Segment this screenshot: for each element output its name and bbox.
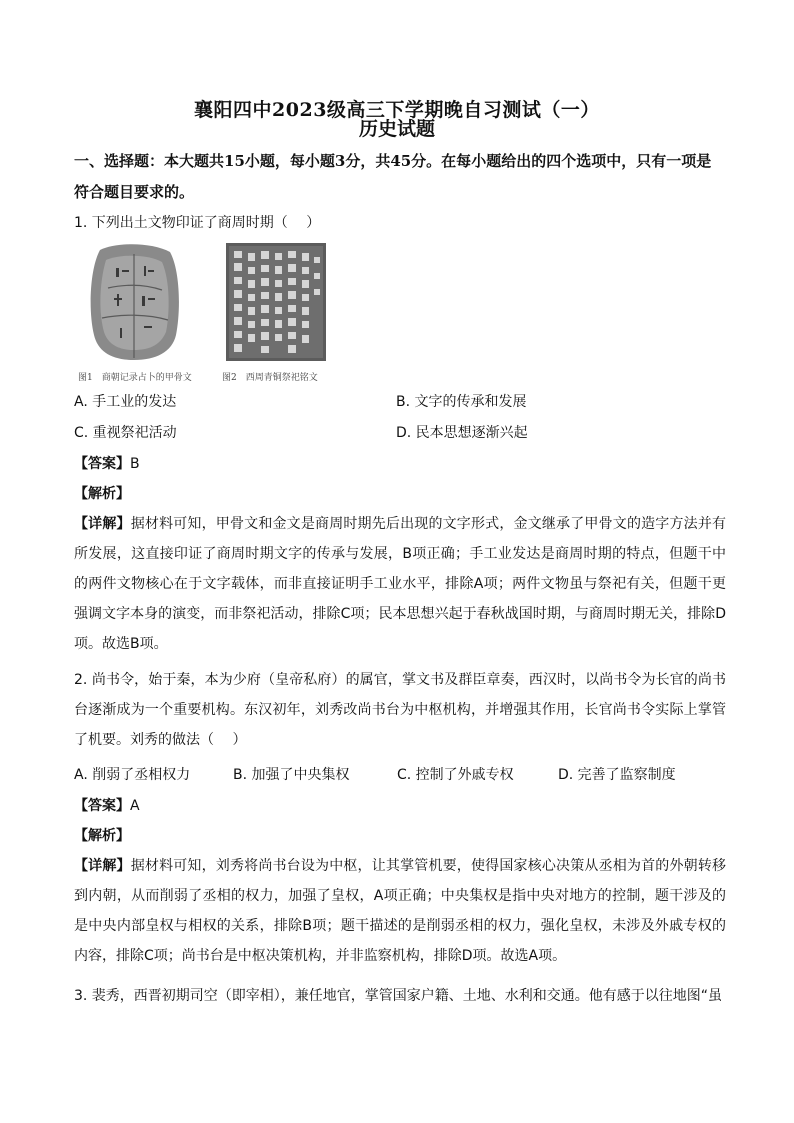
answer-label: 【答案】: [74, 456, 130, 472]
analysis-label: 【解析】: [74, 486, 130, 502]
answer-value: A: [130, 798, 140, 814]
analysis-label: 【解析】: [74, 828, 130, 844]
question-3-stem: 3. 裴秀，西晋初期司空（即宰相），兼任地官，掌管国家户籍、土地、水利和交通。他有感于以往地图“虽: [74, 988, 723, 1004]
answer-value: B: [130, 456, 140, 472]
exam-title: 襄阳四中2023级高三下学期晚自习测试（一）: [194, 99, 600, 121]
detail-label: 【详解】: [74, 516, 131, 532]
section-instruction: 一、选择题：本大题共15小题，每小题3分，共45分。在每小题给出的四个选项中，只有一项是符合题目要求的。: [74, 152, 712, 201]
question-1-detail: [74, 509, 726, 659]
question-1-option-a: A. 手工业的发达: [74, 394, 177, 410]
question-1-analysis-label: [74, 483, 130, 503]
question-2-option-a: A. 削弱了丞相权力: [74, 767, 191, 783]
detail-text: 据材料可知，刘秀将尚书台设为中枢，让其掌管机要，使得国家核心决策从丞相为首的外朝转移到内朝，从而削弱了丞相的权力，加强了皇权，A项正确；中央集权是指中央对地方的控制，题干涉及的是中央内部皇权与相权的关系，排除B项；题干描述的是削弱丞相的权力，强化皇权，未涉及外戚专权的内容，排除C项；尚书台是中枢决策机构，并非监察机构，排除D项。故选A项。: [74, 858, 727, 964]
question-2-stem: 2. 尚书令，始于秦，本为少府（皇帝私府）的属官，掌文书及群臣章奏，西汉时，以尚书令为长官的尚书台逐渐成为一个重要机构。东汉初年，刘秀改尚书台为中枢机构，并增强其作用，长官尚书令实际上掌管了机要。刘秀的做法（ ）: [74, 672, 726, 748]
detail-label: 【详解】: [74, 858, 131, 874]
question-2-option-c: C. 控制了外戚专权: [397, 767, 514, 783]
oracle-bone-image: [86, 240, 182, 362]
question-2-option-d: D. 完善了监察制度: [558, 767, 676, 783]
question-1-option-c: C. 重视祭祀活动: [74, 425, 177, 441]
question-2-detail: [74, 851, 726, 971]
figure-2-caption: 图2 西周青铜祭祀铭文: [222, 373, 318, 383]
exam-subtitle: 历史试题: [358, 118, 435, 140]
question-1-option-b: B. 文字的传承和发展: [396, 394, 527, 410]
question-1-option-d: D. 民本思想逐渐兴起: [396, 425, 528, 441]
bronze-inscription-image: [226, 243, 326, 361]
question-1-answer: [74, 453, 140, 473]
answer-label: 【答案】: [74, 798, 130, 814]
question-2-answer: [74, 795, 140, 815]
question-1-stem: 1. 下列出土文物印证了商周时期（ ）: [74, 215, 321, 231]
question-2-option-b: B. 加强了中央集权: [233, 767, 350, 783]
figure-1-caption: 图1 商朝记录占卜的甲骨文: [78, 373, 192, 383]
question-2-analysis-label: [74, 825, 130, 845]
detail-text: 据材料可知，甲骨文和金文是商周时期先后出现的文字形式，金文继承了甲骨文的造字方法并有所发展，这直接印证了商周时期文字的传承与发展，B项正确；手工业发达是商周时期的特点，但题干中的两件文物核心在于文字载体，而非直接证明手工业水平，排除A项；两件文物虽与祭祀有关，但题干更强调文字本身的演变，而非祭祀活动，排除C项；民本思想兴起于春秋战国时期，与商周时期无关，排除D项。故选B项。: [74, 516, 727, 652]
